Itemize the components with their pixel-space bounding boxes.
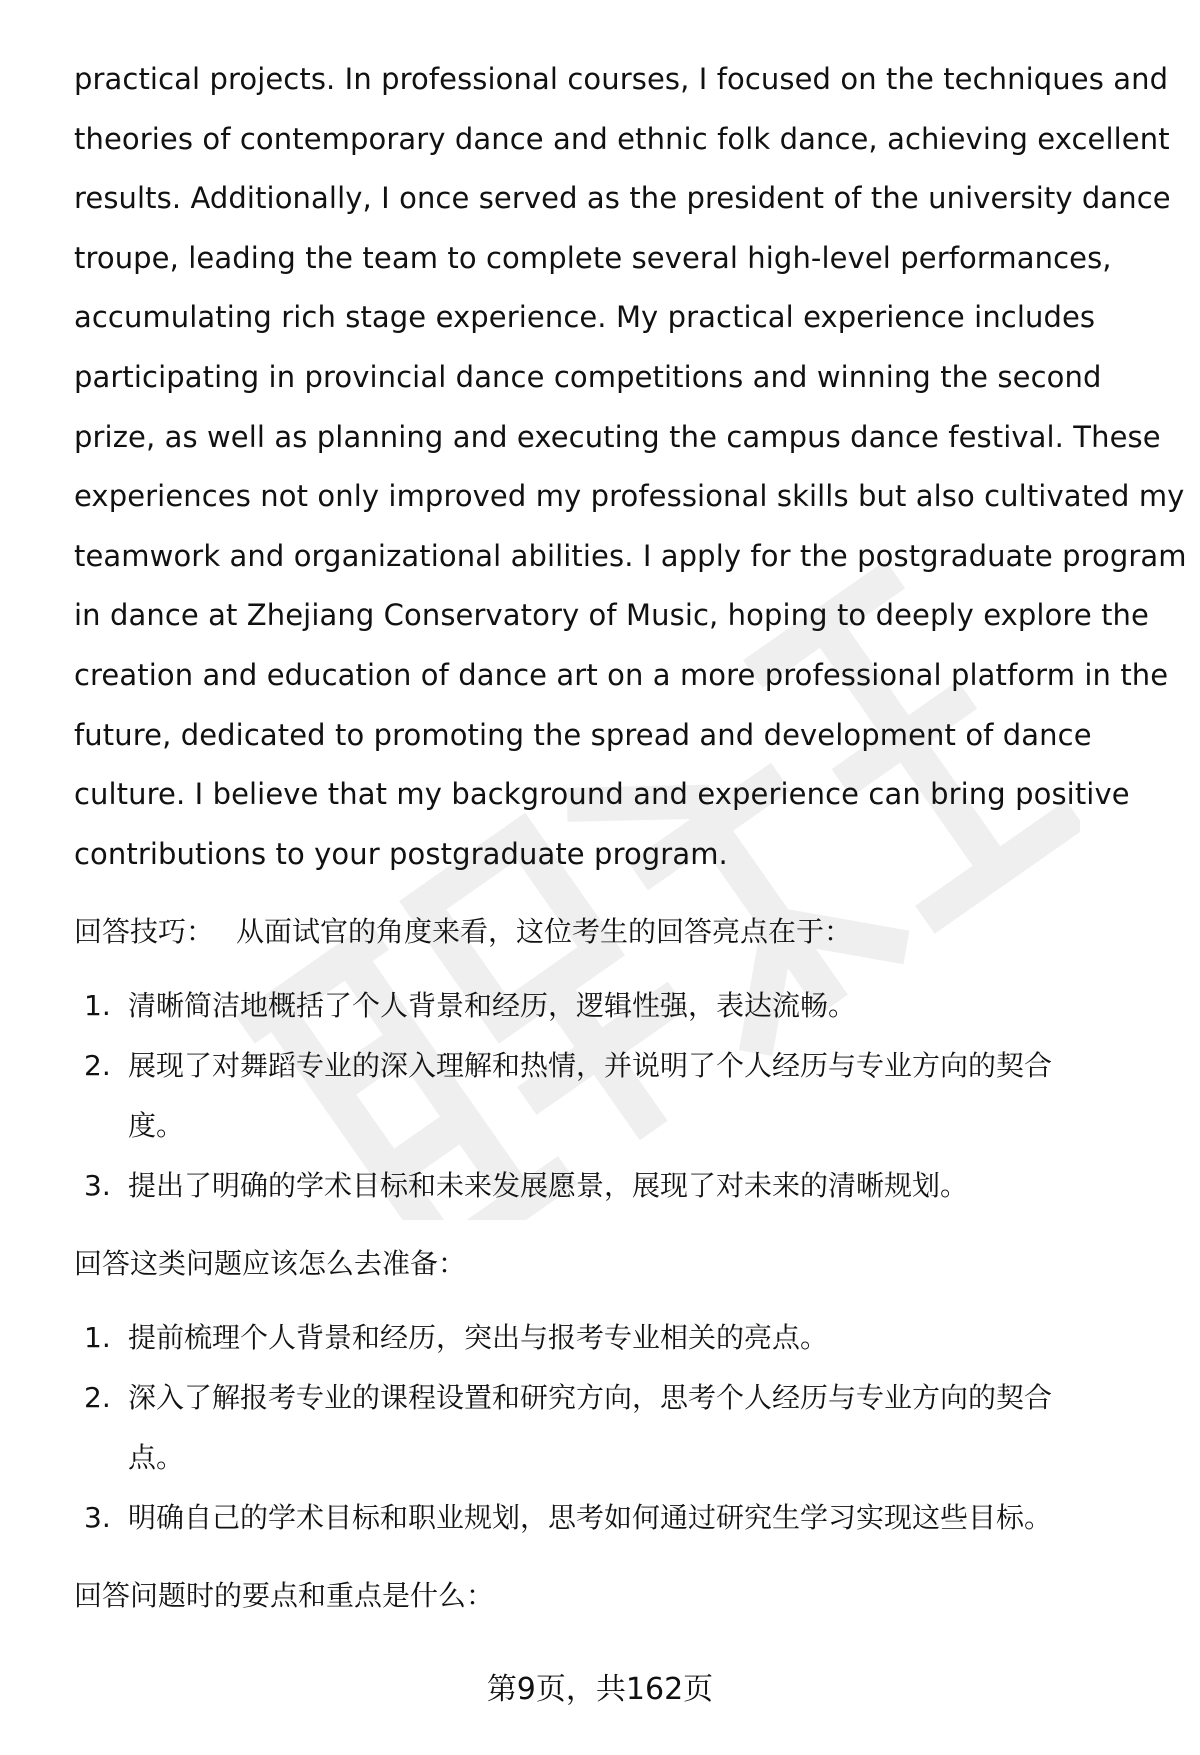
paragraph-line: accumulating rich stage experience. My practical experience includes — [74, 300, 1096, 335]
paragraph-line: in dance at Zhejiang Conservatory of Music, hoping to deeply explore the — [74, 598, 1149, 633]
list-item-number: 1. — [84, 989, 111, 1023]
paragraph-line: practical projects. In professional courses, I focused on the techniques and — [74, 62, 1169, 96]
list-item-number: 2. — [84, 1381, 111, 1415]
tips-intro-text: 从面试官的角度来看，这位考生的回答亮点在于： — [236, 915, 853, 949]
list-item-text — [128, 976, 1164, 1036]
list-item-number: 1. — [84, 1321, 111, 1355]
tips-list — [74, 976, 1164, 1216]
paragraph-line: experiences not only improved my professional skills but also cultivated my — [74, 479, 1185, 514]
list-item-text — [128, 1156, 1164, 1216]
paragraph-line: culture. I believe that my background and experience can bring positive — [74, 777, 1130, 812]
paragraph-line: participating in provincial dance competitions and winning the second — [74, 359, 1102, 394]
list-item-line: 度。 — [128, 1109, 185, 1143]
list-item-line: 展现了对舞蹈专业的深入理解和热情，并说明了个人经历与专业方向的契合 — [128, 1049, 1053, 1083]
prepare-list — [74, 1308, 1164, 1548]
list-item — [74, 1036, 1164, 1156]
list-item — [74, 1308, 1164, 1368]
tips-heading — [74, 902, 1164, 962]
prepare-heading: 回答这类问题应该怎么去准备： — [74, 1247, 467, 1281]
list-item-number: 2. — [84, 1049, 111, 1083]
list-item — [74, 1156, 1164, 1216]
page-number-footer: 第9页，共162页 — [486, 1672, 714, 1707]
list-item — [74, 1488, 1164, 1548]
list-item-text — [128, 1488, 1164, 1548]
list-item-line: 深入了解报考专业的课程设置和研究方向，思考个人经历与专业方向的契合 — [128, 1381, 1053, 1415]
paragraph-line: troupe, leading the team to complete several high-level performances, — [74, 240, 1112, 275]
list-item-number: 3. — [84, 1169, 111, 1203]
list-item-text — [128, 1368, 1164, 1488]
list-item-line: 提前梳理个人背景和经历，突出与报考专业相关的亮点。 — [128, 1321, 829, 1355]
answer-paragraph — [74, 50, 1187, 884]
paragraph-line: teamwork and organizational abilities. I apply for the postgraduate program — [74, 538, 1187, 573]
list-item-text — [128, 1308, 1164, 1368]
paragraph-line: creation and education of dance art on a more professional platform in the — [74, 657, 1169, 692]
tips-label: 回答技巧： — [74, 915, 215, 949]
list-item — [74, 976, 1164, 1036]
paragraph-line: theories of contemporary dance and ethnic folk dance, achieving excellent — [74, 121, 1170, 156]
list-item-line: 明确自己的学术目标和职业规划，思考如何通过研究生学习实现这些目标。 — [128, 1501, 1053, 1535]
paragraph-line: prize, as well as planning and executing the campus dance festival. These — [74, 419, 1161, 454]
list-item — [74, 1368, 1164, 1488]
page-content — [74, 50, 1187, 1626]
key-points-heading: 回答问题时的要点和重点是什么： — [74, 1579, 495, 1613]
paragraph-line: contributions to your postgraduate program. — [74, 836, 728, 871]
list-item-text — [128, 1036, 1164, 1156]
paragraph-line: future, dedicated to promoting the spread and development of dance — [74, 717, 1092, 752]
list-item-line: 点。 — [128, 1441, 185, 1475]
paragraph-line: results. Additionally, I once served as the president of the university dance — [74, 181, 1171, 216]
list-item-number: 3. — [84, 1501, 111, 1535]
list-item-line: 清晰简洁地概括了个人背景和经历，逻辑性强，表达流畅。 — [128, 989, 857, 1023]
list-item-line: 提出了明确的学术目标和未来发展愿景，展现了对未来的清晰规划。 — [128, 1169, 969, 1203]
